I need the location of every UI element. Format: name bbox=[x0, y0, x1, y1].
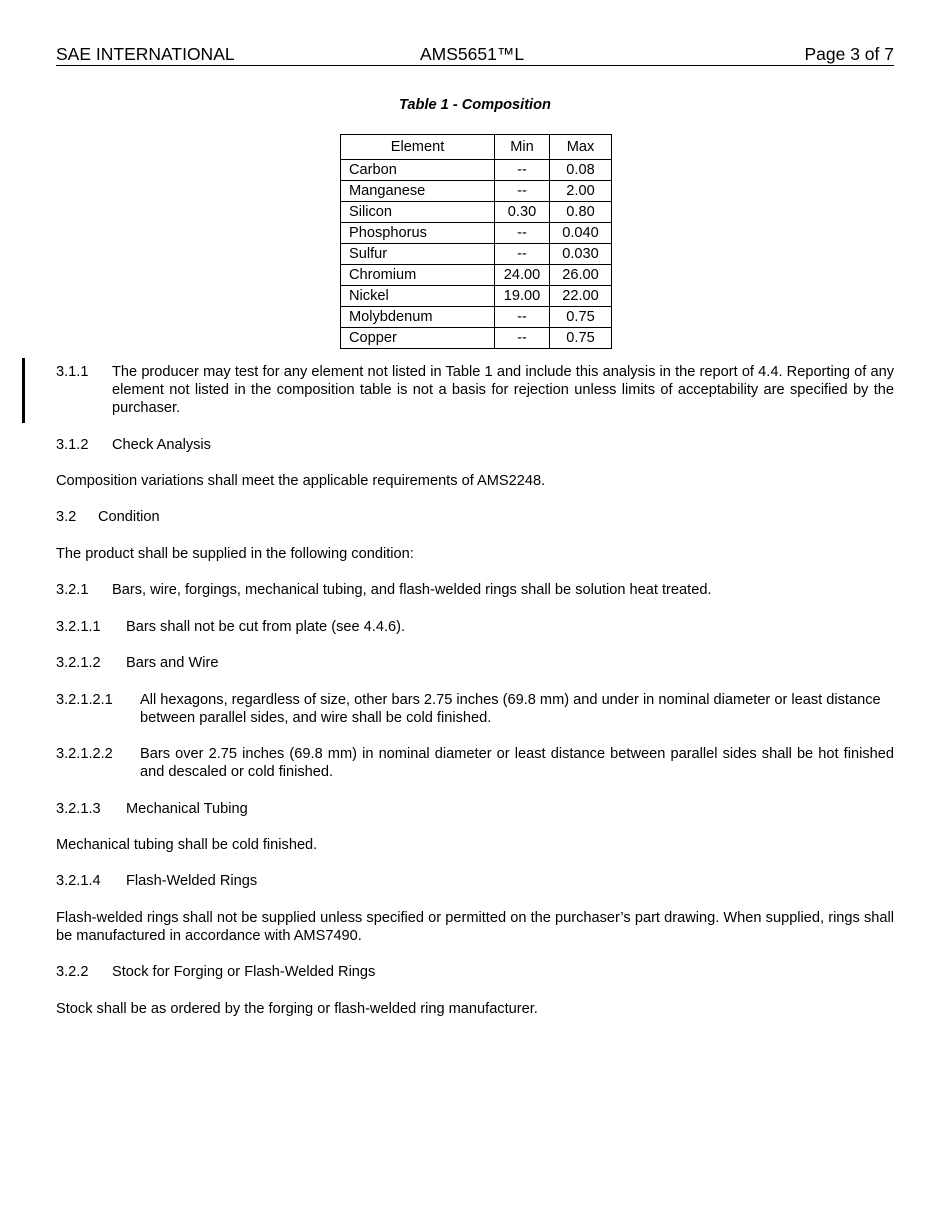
cell-min: -- bbox=[495, 181, 550, 202]
cell-element: Copper bbox=[341, 328, 495, 349]
header-org: SAE INTERNATIONAL bbox=[56, 44, 235, 64]
paragraph-text: The product shall be supplied in the following condition: bbox=[56, 546, 414, 562]
cell-min: -- bbox=[495, 307, 550, 328]
section-number: 3.2.2 bbox=[56, 964, 89, 980]
section-number: 3.2.1.1 bbox=[56, 619, 101, 635]
cell-max: 0.030 bbox=[550, 244, 612, 265]
section-number: 3.2.1.2.1 bbox=[56, 692, 113, 708]
table-row bbox=[341, 307, 612, 328]
heading-3-2-1-3 bbox=[56, 800, 894, 818]
cell-min: -- bbox=[495, 223, 550, 244]
table-row bbox=[341, 244, 612, 265]
heading-3-2-1-2 bbox=[56, 654, 894, 672]
section-number: 3.2.1.3 bbox=[56, 801, 101, 817]
document-page bbox=[56, 0, 894, 1230]
revision-bar bbox=[22, 358, 25, 423]
section-number: 3.2.1.2 bbox=[56, 655, 101, 671]
paragraph-3-1-2-body bbox=[56, 472, 894, 490]
paragraph-text: The producer may test for any element not listed in Table 1 and include this analysis in the report of 4.4. Reporting of any element not listed in the composition table is not a basis for rejection unless limits of acceptability are specified by the purchaser. bbox=[112, 364, 894, 416]
composition-table bbox=[340, 134, 612, 349]
table-title: Table 1 - Composition bbox=[399, 97, 551, 113]
paragraph-text: Mechanical tubing shall be cold finished. bbox=[56, 837, 318, 853]
header-doc-id: AMS5651™L bbox=[420, 44, 525, 64]
table-row bbox=[341, 223, 612, 244]
paragraph-3-2-2-body bbox=[56, 1000, 894, 1018]
section-title: Mechanical Tubing bbox=[126, 801, 248, 817]
section-number: 3.1.1 bbox=[56, 364, 89, 380]
cell-min: 19.00 bbox=[495, 286, 550, 307]
heading-3-1-2 bbox=[56, 436, 894, 454]
table-row bbox=[341, 286, 612, 307]
column-header-element: Element bbox=[341, 135, 495, 160]
cell-min: -- bbox=[495, 328, 550, 349]
table-row bbox=[341, 202, 612, 223]
table-row bbox=[341, 265, 612, 286]
paragraph-3-2-1-3-body bbox=[56, 836, 894, 854]
column-header-max: Max bbox=[550, 135, 612, 160]
paragraph-3-2-1-1 bbox=[56, 618, 894, 636]
section-number: 3.2.1.4 bbox=[56, 873, 101, 889]
section-number: 3.2.1 bbox=[56, 582, 89, 598]
cell-element: Silicon bbox=[341, 202, 495, 223]
table-row bbox=[341, 181, 612, 202]
cell-min: 24.00 bbox=[495, 265, 550, 286]
section-title: Check Analysis bbox=[112, 437, 211, 453]
paragraph-3-2-body bbox=[56, 545, 894, 563]
cell-max: 0.80 bbox=[550, 202, 612, 223]
paragraph-text: Flash-welded rings shall not be supplied unless specified or permitted on the purchaser’s part drawing. When supplied, rings shall be manufactured in accordance with AMS7490. bbox=[56, 910, 894, 944]
cell-min: -- bbox=[495, 160, 550, 181]
cell-element: Nickel bbox=[341, 286, 495, 307]
section-number: 3.2 bbox=[56, 509, 77, 525]
cell-element: Phosphorus bbox=[341, 223, 495, 244]
section-number: 3.1.2 bbox=[56, 437, 89, 453]
paragraph-text: Bars over 2.75 inches (69.8 mm) in nominal diameter or least distance between parallel sides shall be hot finished and descaled or cold finished. bbox=[140, 746, 894, 780]
cell-element: Molybdenum bbox=[341, 307, 495, 328]
section-title: Stock for Forging or Flash-Welded Rings bbox=[112, 964, 376, 980]
header-page-number: Page 3 of 7 bbox=[804, 44, 894, 64]
cell-max: 0.75 bbox=[550, 328, 612, 349]
paragraph-text: Bars shall not be cut from plate (see 4.4.6). bbox=[126, 619, 406, 635]
paragraph-text: Stock shall be as ordered by the forging or flash-welded ring manufacturer. bbox=[56, 1001, 538, 1017]
paragraph-text: All hexagons, regardless of size, other bars 2.75 inches (69.8 mm) and under in nominal diameter or least distance between parallel sides, and wire shall be cold finished. bbox=[140, 692, 881, 726]
cell-max: 22.00 bbox=[550, 286, 612, 307]
paragraph-3-1-1 bbox=[56, 363, 894, 417]
cell-element: Manganese bbox=[341, 181, 495, 202]
paragraph-3-2-1-2-1 bbox=[56, 691, 894, 727]
cell-max: 0.08 bbox=[550, 160, 612, 181]
section-number: 3.2.1.2.2 bbox=[56, 746, 113, 762]
paragraph-3-2-1-2-2 bbox=[56, 745, 894, 781]
paragraph-3-2-1-4-body bbox=[56, 909, 894, 945]
paragraph-text: Composition variations shall meet the applicable requirements of AMS2248. bbox=[56, 473, 546, 489]
page-header bbox=[56, 43, 894, 66]
table-header-row bbox=[341, 135, 612, 160]
section-title: Flash-Welded Rings bbox=[126, 873, 258, 889]
cell-element: Chromium bbox=[341, 265, 495, 286]
section-title: Bars and Wire bbox=[126, 655, 219, 671]
heading-3-2-1-4 bbox=[56, 872, 894, 890]
cell-element: Carbon bbox=[341, 160, 495, 181]
paragraph-text: Bars, wire, forgings, mechanical tubing, and flash-welded rings shall be solution heat treated. bbox=[112, 582, 712, 598]
column-header-min: Min bbox=[495, 135, 550, 160]
section-title: Condition bbox=[98, 509, 160, 525]
table-row bbox=[341, 328, 612, 349]
cell-min: -- bbox=[495, 244, 550, 265]
cell-max: 0.040 bbox=[550, 223, 612, 244]
cell-max: 2.00 bbox=[550, 181, 612, 202]
table-row bbox=[341, 160, 612, 181]
paragraph-3-2-1 bbox=[56, 581, 894, 599]
heading-3-2 bbox=[56, 508, 894, 526]
heading-3-2-2 bbox=[56, 963, 894, 981]
cell-min: 0.30 bbox=[495, 202, 550, 223]
cell-element: Sulfur bbox=[341, 244, 495, 265]
cell-max: 26.00 bbox=[550, 265, 612, 286]
cell-max: 0.75 bbox=[550, 307, 612, 328]
